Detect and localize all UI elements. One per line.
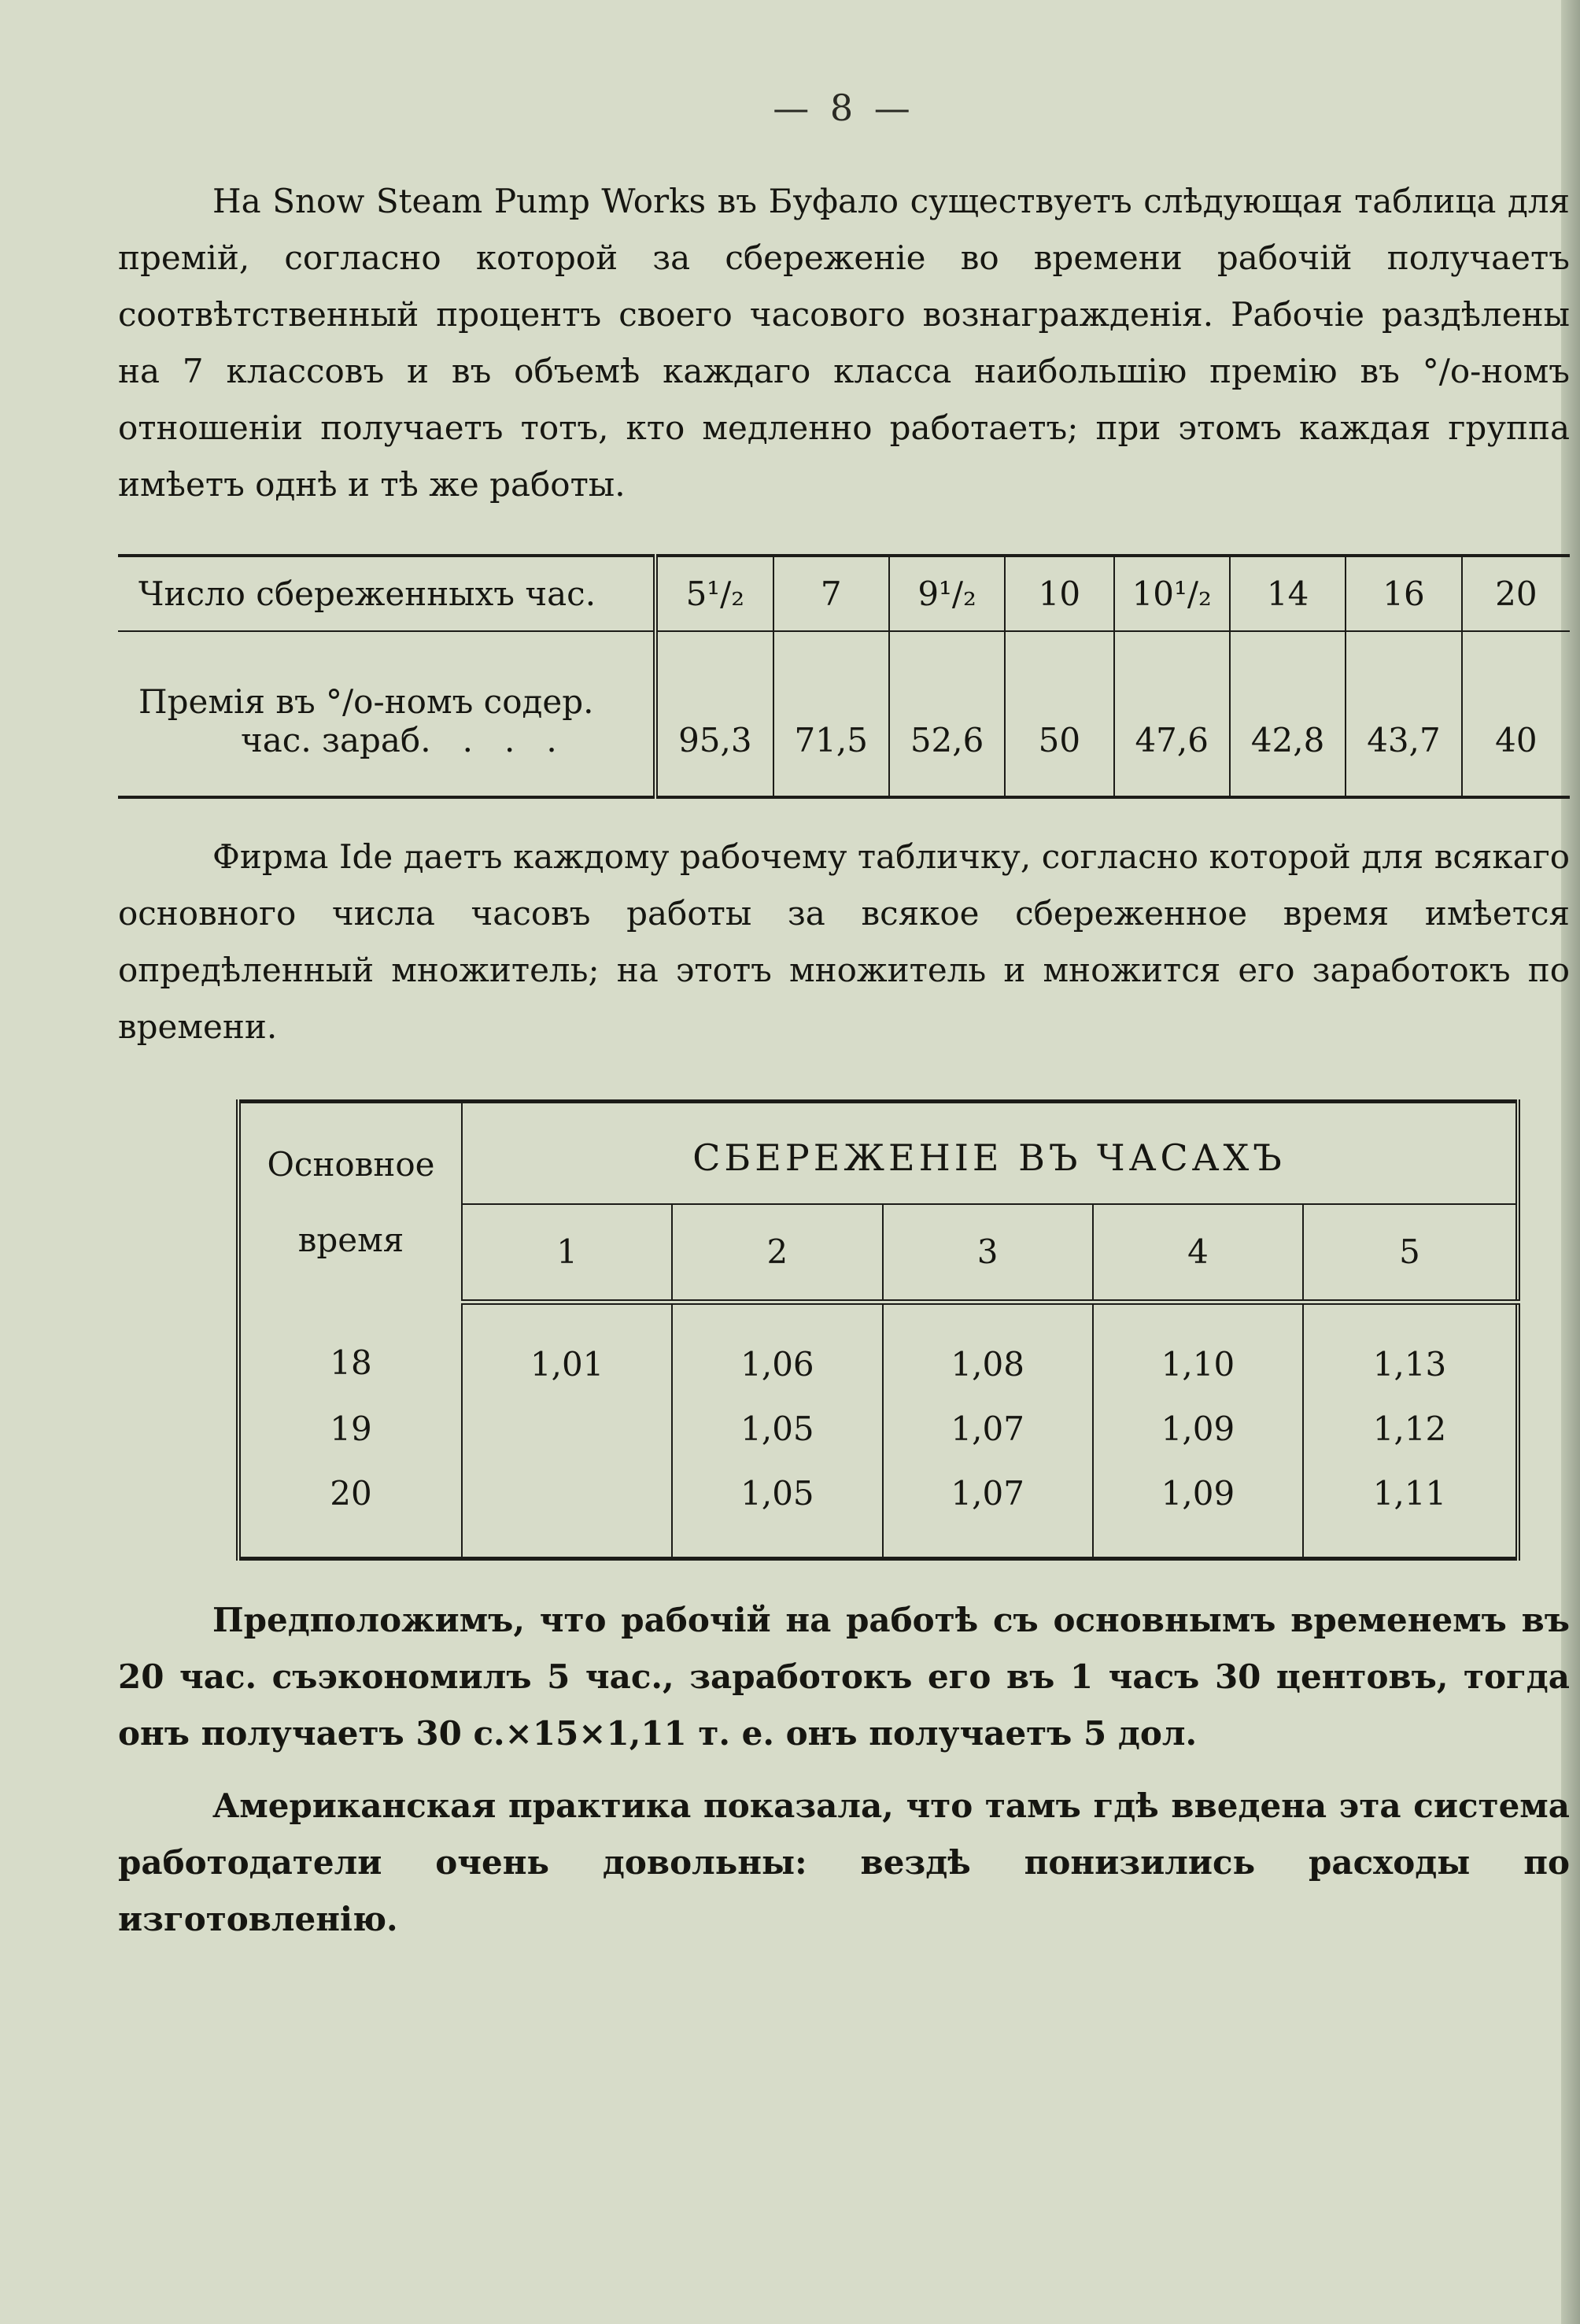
table-cell: 20 (1462, 556, 1570, 631)
table-cell: 1,13 (1303, 1302, 1518, 1397)
page-number: — 8 — (773, 87, 915, 129)
table-row (238, 1397, 1518, 1461)
premium-label-line2: час. зараб. . . . (241, 721, 557, 759)
table-cell: 1,05 (672, 1461, 882, 1559)
table-cell: 1,08 (883, 1302, 1093, 1397)
table-header-row (238, 1102, 1518, 1205)
table-cell: 1,10 (1093, 1302, 1303, 1397)
table-row (118, 556, 1570, 631)
table-cell: 14 (1230, 556, 1346, 631)
saved-hours-label: Число сбереженныхъ час. (118, 556, 655, 631)
paragraph-american-practice: Американская практика показала, что тамъ гдѣ введена эта система работодатели очень довольны: вездѣ понизились расходы по изготовленію. (118, 1786, 1570, 1938)
table-cell: 1,11 (1303, 1461, 1518, 1559)
base-time-header-line1: Основное (267, 1145, 435, 1184)
column-header: 2 (672, 1204, 882, 1302)
base-time-cell: 18 (238, 1302, 462, 1397)
table-cell: 47,6 (1114, 631, 1230, 797)
table-cell: 10 (1005, 556, 1113, 631)
multiplier-table (236, 1099, 1520, 1561)
table-cell: 9¹/₂ (889, 556, 1005, 631)
table-cell: 1,09 (1093, 1461, 1303, 1559)
premium-table (118, 554, 1570, 799)
column-header: 3 (883, 1204, 1093, 1302)
table-cell: 1,05 (672, 1397, 882, 1461)
table-cell (462, 1461, 672, 1559)
base-time-cell: 19 (238, 1397, 462, 1461)
table-cell: 40 (1462, 631, 1570, 797)
premium-label-line1: Премія въ °/о-номъ содер. (138, 682, 594, 721)
table-row (238, 1302, 1518, 1397)
table-cell: 95,3 (655, 631, 773, 797)
page (118, 87, 1570, 1948)
table-cell: 1,09 (1093, 1397, 1303, 1461)
paragraph-firm-ide: Фирма Ide даетъ каждому рабочему табличку, согласно которой для всякаго основного числа часовъ работы за всякое сбереженное время имѣется опредѣленный множитель; на этотъ множитель и множится его заработокъ по времени. (118, 837, 1570, 1046)
table-cell: 1,12 (1303, 1397, 1518, 1461)
table-cell: 1,07 (883, 1397, 1093, 1461)
table-row (238, 1461, 1518, 1559)
column-header: 5 (1303, 1204, 1518, 1302)
table-cell: 1,01 (462, 1302, 672, 1397)
column-header: 4 (1093, 1204, 1303, 1302)
table-cell: 16 (1346, 556, 1461, 631)
paragraph-snow-steam-pump: На Snow Steam Pump Works въ Буфало существуетъ слѣдующая таблица для премій, согласно которой за сбереженіе во времени рабочій получаетъ соотвѣтственный процентъ своего часового вознагражденія. Рабочіе раздѣлены на 7 классовъ и въ объемѣ каждаго класса наибольшію премію въ °/о-номъ отношеніи получаетъ тотъ, кто медленно работаетъ; при этомъ каждая группа имѣетъ однѣ и тѣ же работы. (118, 182, 1570, 504)
base-time-cell: 20 (238, 1461, 462, 1559)
premium-percent-label (118, 631, 655, 797)
table-cell: 5¹/₂ (655, 556, 773, 631)
table-cell: 43,7 (1346, 631, 1461, 797)
table-cell: 71,5 (773, 631, 889, 797)
savings-in-hours-header: СБЕРЕЖЕНІЕ ВЪ ЧАСАХЪ (462, 1102, 1518, 1205)
paragraph-example: Предположимъ, что рабочій на работѣ съ основнымъ временемъ въ 20 час. съэкономилъ 5 час., заработокъ его въ 1 часъ 30 центовъ, тогда онъ получаетъ 30 с.×15×1,11 т. е. онъ получаетъ 5 дол. (118, 1600, 1570, 1753)
table-cell: 7 (773, 556, 889, 631)
table-row (118, 631, 1570, 797)
table-cell: 1,07 (883, 1461, 1093, 1559)
table-cell (462, 1397, 672, 1461)
column-header: 1 (462, 1204, 672, 1302)
table-cell: 1,06 (672, 1302, 882, 1397)
base-time-header (238, 1102, 462, 1302)
table-cell: 10¹/₂ (1114, 556, 1230, 631)
base-time-header-line2: время (297, 1221, 404, 1259)
table-cell: 42,8 (1230, 631, 1346, 797)
table-cell: 52,6 (889, 631, 1005, 797)
table-cell: 50 (1005, 631, 1113, 797)
